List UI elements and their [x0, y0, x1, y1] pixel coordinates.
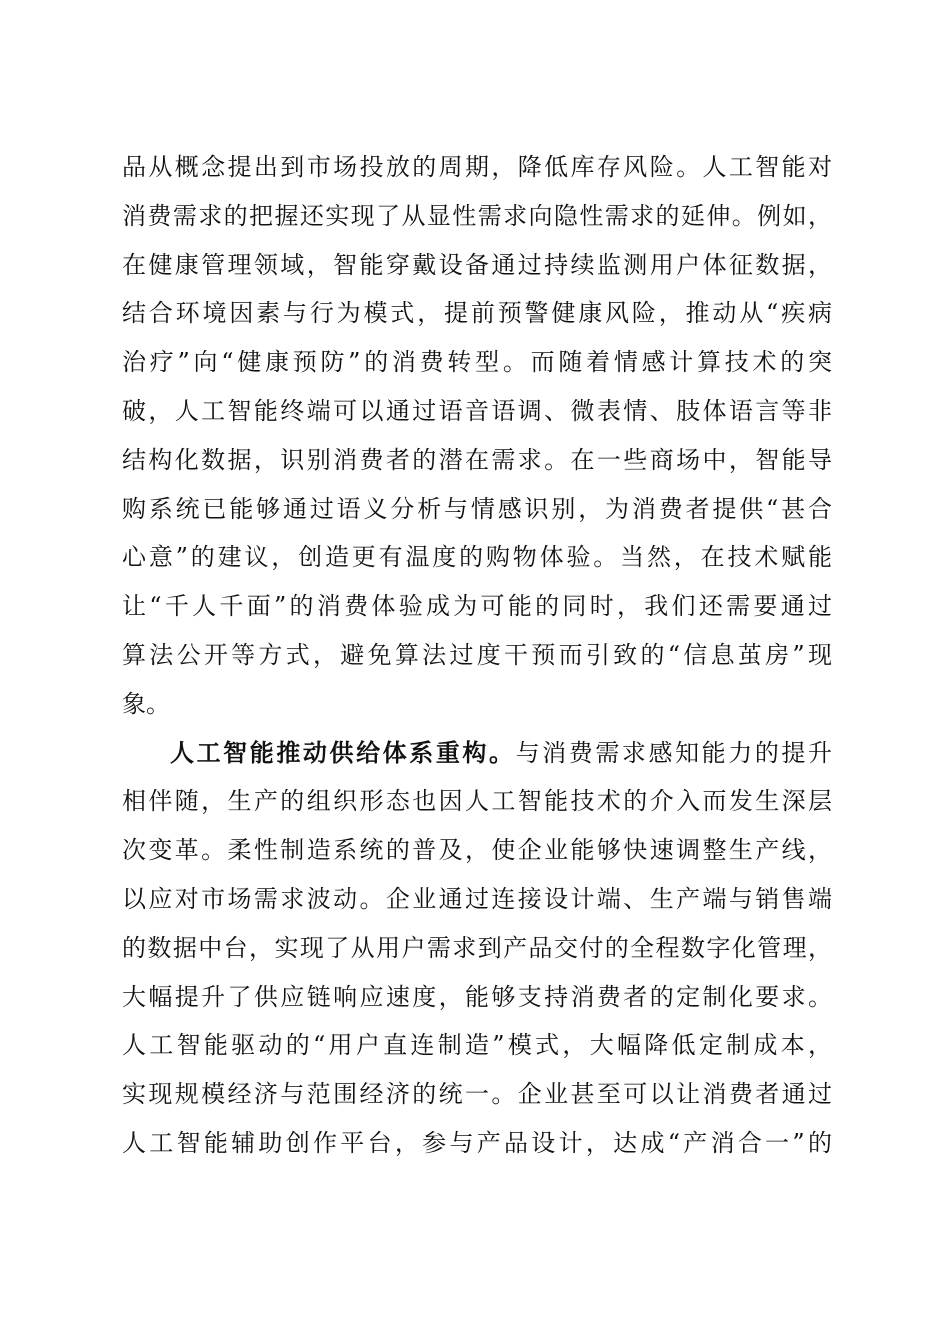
body-text [122, 143, 832, 1168]
text-line: 购系统已能够通过语义分析与情感识别，为消费者提供“甚合 [122, 494, 832, 523]
text-line: 破，人工智能终端可以通过语音语调、微表情、肢体语言等非 [122, 396, 832, 425]
text-line: 人工智能辅助创作平台，参与产品设计，达成“产消合一”的 [122, 1128, 832, 1157]
text-line: 品从概念提出到市场投放的周期，降低库存风险。人工智能对 [122, 153, 832, 181]
text-line: 在健康管理领域，智能穿戴设备通过持续监测用户体征数据， [122, 250, 832, 279]
text-line: 结构化数据，识别消费者的潜在需求。在一些商场中，智能导 [122, 445, 832, 474]
paragraph-2-first-line [122, 729, 832, 778]
text-line: 治疗”向“健康预防”的消费转型。而随着情感计算技术的突 [122, 348, 832, 377]
text-line: 人工智能驱动的“用户直连制造”模式，大幅降低定制成本， [122, 1031, 832, 1060]
text-line: 以应对市场需求波动。企业通过连接设计端、生产端与销售端 [122, 884, 832, 913]
text-line: 象。 [122, 689, 170, 718]
text-line: 次变革。柔性制造系统的普及，使企业能够快速调整生产线， [122, 836, 832, 865]
text-line: 相伴随，生产的组织形态也因人工智能技术的介入而发生深层 [122, 787, 832, 816]
text-line: 心意”的建议，创造更有温度的购物体验。当然，在技术赋能 [122, 543, 832, 572]
section-heading: 人工智能推动供给体系重构。 [170, 738, 516, 767]
paragraph-1 [122, 143, 832, 729]
text-line: 算法公开等方式，避免算法过度干预而引致的“信息茧房”现 [122, 640, 832, 669]
text-line: 大幅提升了供应链响应速度，能够支持消费者的定制化要求。 [122, 982, 832, 1011]
first-line-rest: 与消费需求感知能力的提升 [515, 738, 833, 767]
text-line: 结合环境因素与行为模式，提前预警健康风险，推动从“疾病 [122, 299, 832, 328]
text-line: 让“千人千面”的消费体验成为可能的同时，我们还需要通过 [122, 592, 832, 621]
text-line: 实现规模经济与范围经济的统一。企业甚至可以让消费者通过 [122, 1080, 832, 1109]
text-line: 消费需求的把握还实现了从显性需求向隐性需求的延伸。例如， [122, 201, 832, 230]
text-line: 的数据中台，实现了从用户需求到产品交付的全程数字化管理， [122, 933, 832, 962]
paragraph-2 [122, 729, 832, 1168]
